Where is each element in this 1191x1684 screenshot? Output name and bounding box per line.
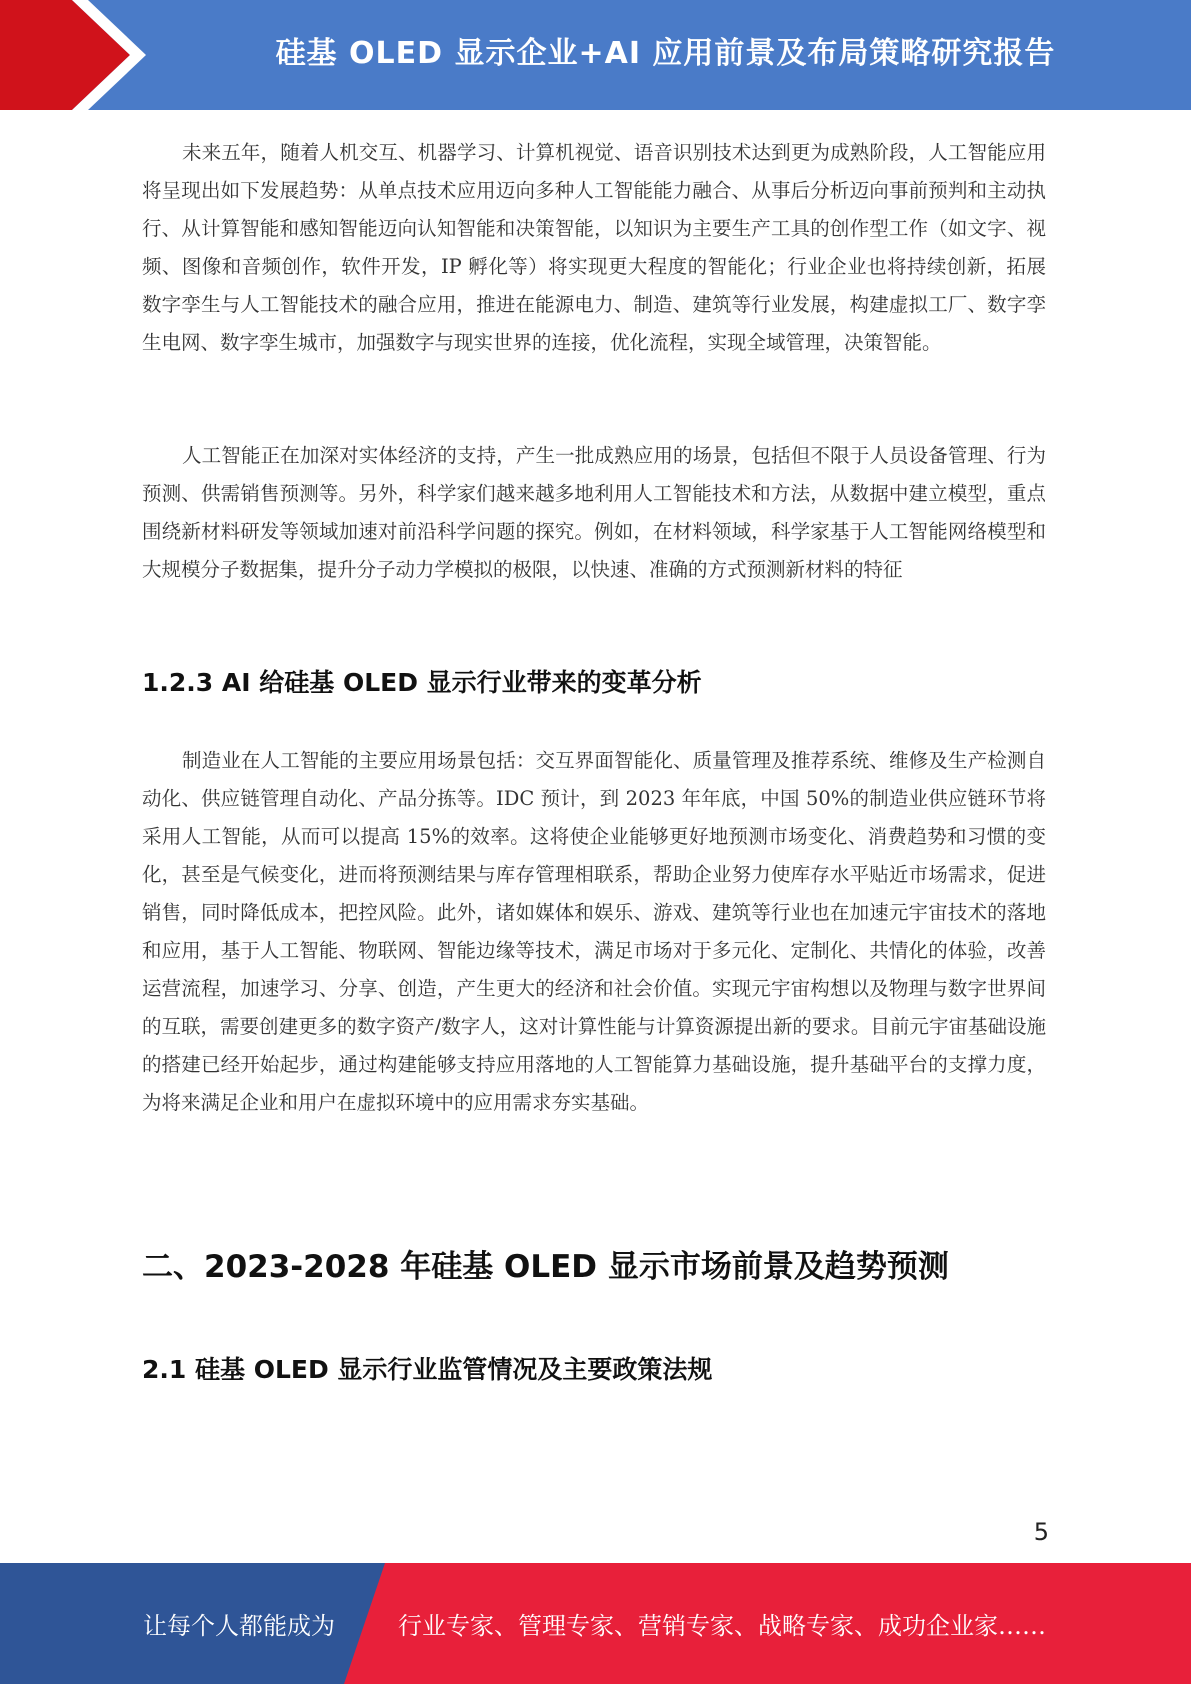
paragraph-1-container <box>142 134 1046 362</box>
paragraph-3: 制造业在人工智能的主要应用场景包括：交互界面智能化、质量管理及推荐系统、维修及生产检测自动化、供应链管理自动化、产品分拣等。IDC 预计，到 2023 年年底，中国 50%的制造业供应链环节将采用人工智能，从而可以提高 15%的效率。这将使企业能够更好地预测市场变化、消费趋势和习惯的变化，甚至是气候变化，进而将预测结果与库存管理相联系，帮助企业努力使库存水平贴近市场需求，促进销售，同时降低成本，把控风险。此外，诸如媒体和娱乐、游戏、建筑等行业也在加速元宇宙技术的落地和应用，基于人工智能、物联网、智能边缘等技术，满足市场对于多元化、定制化、共情化的体验，改善运营流程，加速学习、分享、创造，产生更大的经济和社会价值。实现元宇宙构想以及物理与数字世界间的互联，需要创建更多的数字资产/数字人，这对计算性能与计算资源提出新的要求。目前元宇宙基础设施的搭建已经开始起步，通过构建能够支持应用落地的人工智能算力基础设施，提升基础平台的支撑力度，为将来满足企业和用户在虚拟环境中的应用需求夯实基础。 <box>142 749 1046 1114</box>
page-number: 5 <box>1033 1518 1049 1546</box>
footer-slogan-left: 让每个人都能成为 <box>143 1612 335 1640</box>
footer-banner <box>0 1563 1191 1684</box>
section-heading-1-2-3: 1.2.3 AI 给硅基 OLED 显示行业带来的变革分析 <box>142 668 702 697</box>
chapter-heading-2: 二、2023-2028 年硅基 OLED 显示市场前景及趋势预测 <box>142 1249 949 1285</box>
section-heading-2-1: 2.1 硅基 OLED 显示行业监管情况及主要政策法规 <box>142 1355 713 1384</box>
report-title: 硅基 OLED 显示企业+AI 应用前景及布局策略研究报告 <box>275 36 1056 71</box>
paragraph-2: 人工智能正在加深对实体经济的支持，产生一批成熟应用的场景，包括但不限于人员设备管理、行为预测、供需销售预测等。另外，科学家们越来越多地利用人工智能技术和方法，从数据中建立模型，重点围绕新材料研发等领域加速对前沿科学问题的探究。例如，在材料领域，科学家基于人工智能网络模型和大规模分子数据集，提升分子动力学模拟的极限，以快速、准确的方式预测新材料的特征 <box>142 444 1046 581</box>
paragraph-3-container <box>142 742 1046 1122</box>
paragraph-1: 未来五年，随着人机交互、机器学习、计算机视觉、语音识别技术达到更为成熟阶段，人工智能应用将呈现出如下发展趋势：从单点技术应用迈向多种人工智能能力融合、从事后分析迈向事前预判和主动执行、从计算智能和感知智能迈向认知智能和决策智能，以知识为主要生产工具的创作型工作（如文字、视频、图像和音频创作，软件开发，IP 孵化等）将实现更大程度的智能化；行业企业也将持续创新，拓展数字孪生与人工智能技术的融合应用，推进在能源电力、制造、建筑等行业发展，构建虚拟工厂、数字孪生电网、数字孪生城市，加强数字与现实世界的连接，优化流程，实现全域管理，决策智能。 <box>142 141 1046 354</box>
footer-slogan-right: 行业专家、管理专家、营销专家、战略专家、成功企业家…… <box>398 1612 1046 1640</box>
header-red-arrow-icon <box>0 0 150 110</box>
paragraph-2-container <box>142 437 1046 589</box>
header-banner <box>0 0 1191 110</box>
